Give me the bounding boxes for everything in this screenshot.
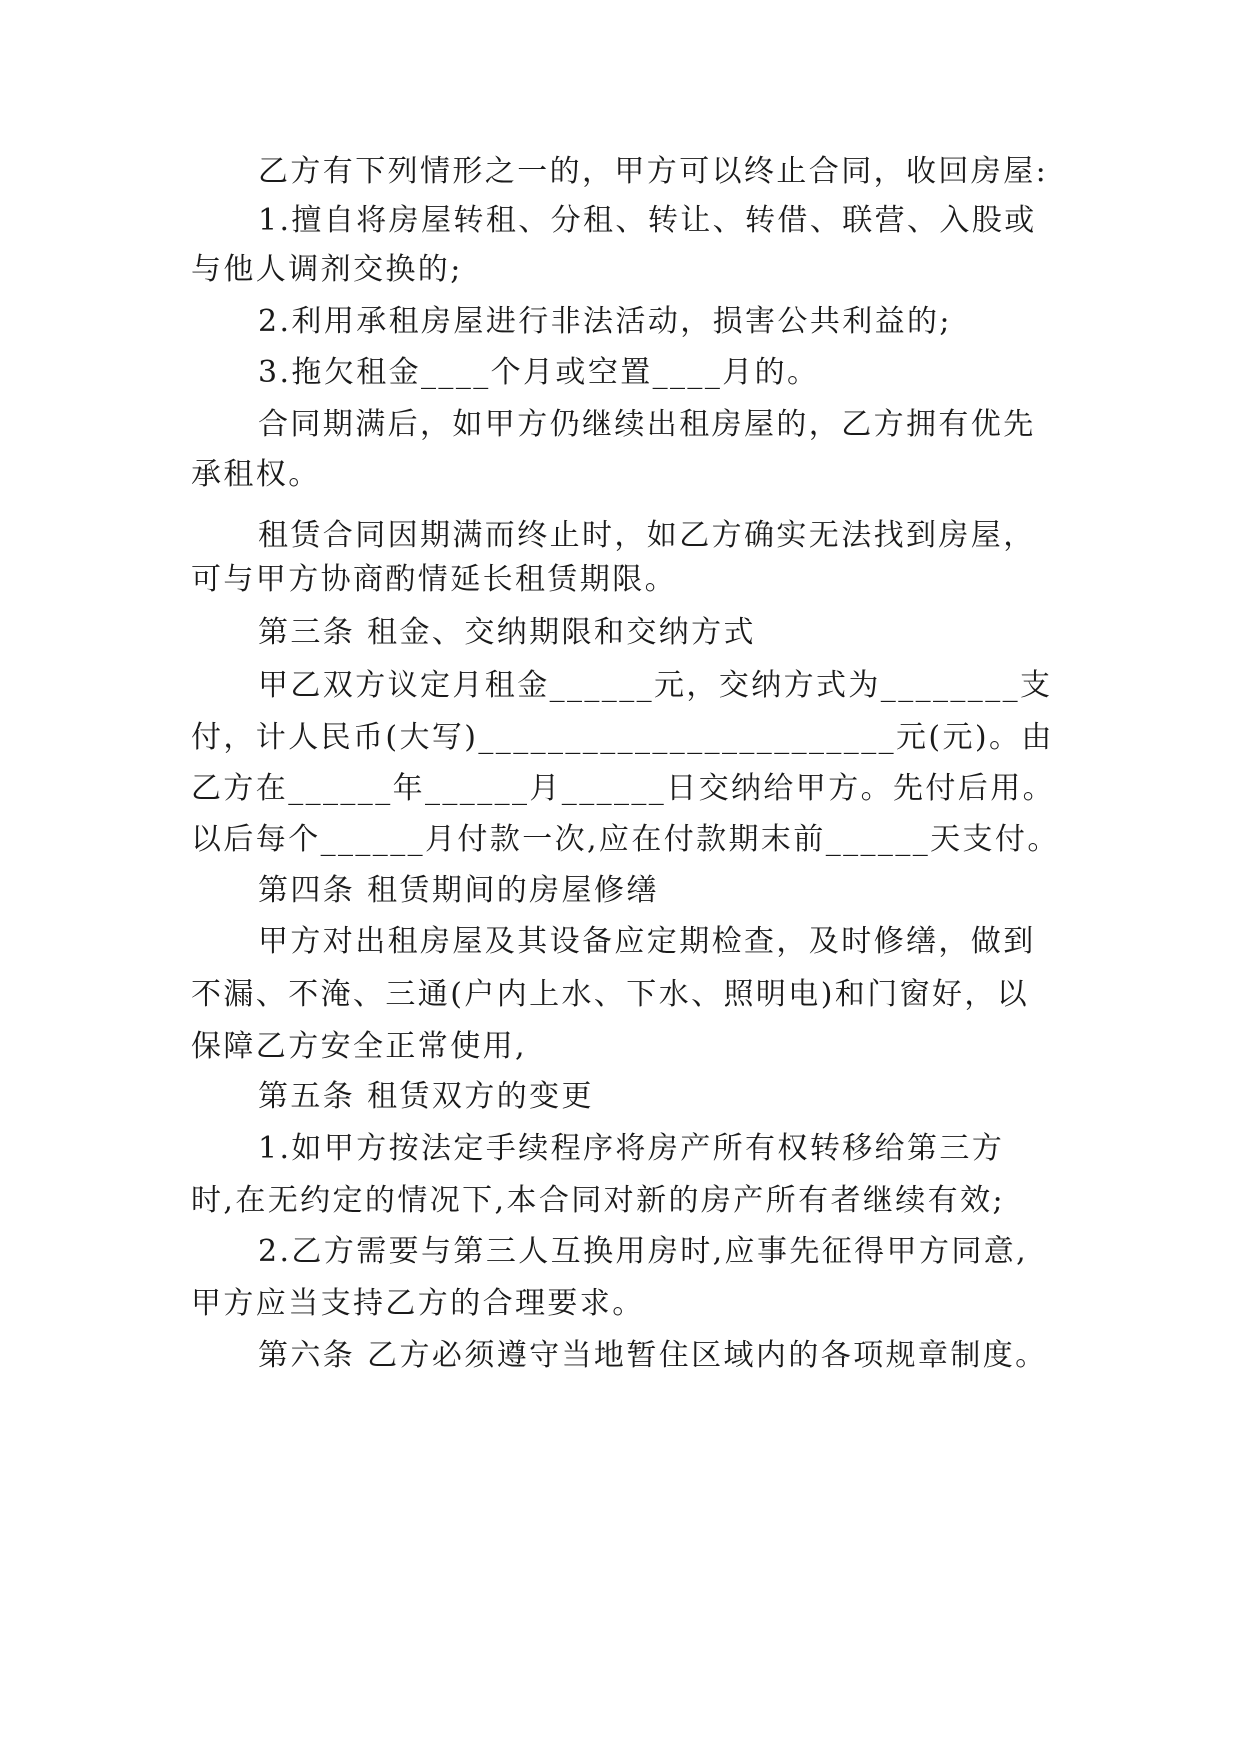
renewal-priority-line-2: 承租权。 bbox=[191, 457, 321, 492]
extension-line-1: 租赁合同因期满而终止时，如乙方确实无法找到房屋， bbox=[258, 518, 1036, 553]
article-6: 第六条 乙方必须遵守当地暂住区域内的各项规章制度。 bbox=[258, 1338, 1048, 1373]
change-clause-1-line-1: 1.如甲方按法定手续程序将房产所有权转移给第三方 bbox=[258, 1131, 1005, 1166]
rent-line-4: 以后每个______月付款一次,应在付款期末前______天支付。 bbox=[191, 822, 1060, 857]
rent-line-2: 付，计人民币(大写)________________________元(元)。由 bbox=[191, 720, 1054, 755]
clause-3: 3.拖欠租金____个月或空置____月的。 bbox=[258, 355, 820, 390]
rent-line-3: 乙方在______年______月______日交纳给甲方。先付后用。 bbox=[191, 771, 1055, 806]
clause-1-line-1: 1.擅自将房屋转租、分租、转让、转借、联营、入股或 bbox=[258, 203, 1037, 238]
clause-2: 2.利用承租房屋进行非法活动，损害公共利益的; bbox=[258, 304, 952, 339]
change-clause-1-line-2: 时,在无约定的情况下,本合同对新的房产所有者继续有效; bbox=[191, 1183, 1005, 1218]
paragraph-termination-intro: 乙方有下列情形之一的，甲方可以终止合同，收回房屋: bbox=[258, 154, 1049, 189]
repair-line-3: 保障乙方安全正常使用, bbox=[191, 1029, 527, 1064]
article-4-heading: 第四条 租赁期间的房屋修缮 bbox=[258, 873, 659, 908]
clause-1-line-2: 与他人调剂交换的; bbox=[191, 252, 463, 287]
extension-line-2: 可与甲方协商酌情延长租赁期限。 bbox=[191, 562, 677, 597]
repair-line-1: 甲方对出租房屋及其设备应定期检查，及时修缮，做到 bbox=[258, 924, 1036, 959]
article-3-heading: 第三条 租金、交纳期限和交纳方式 bbox=[258, 615, 756, 650]
change-clause-2-line-2: 甲方应当支持乙方的合理要求。 bbox=[191, 1286, 645, 1321]
rent-line-1: 甲乙双方议定月租金______元，交纳方式为________支 bbox=[258, 668, 1053, 703]
article-5-heading: 第五条 租赁双方的变更 bbox=[258, 1079, 594, 1114]
change-clause-2-line-1: 2.乙方需要与第三人互换用房时,应事先征得甲方同意, bbox=[258, 1234, 1029, 1269]
repair-line-2: 不漏、不淹、三通(户内上水、下水、照明电)和门窗好，以 bbox=[191, 977, 1030, 1012]
renewal-priority-line-1: 合同期满后，如甲方仍继续出租房屋的，乙方拥有优先 bbox=[258, 407, 1036, 442]
